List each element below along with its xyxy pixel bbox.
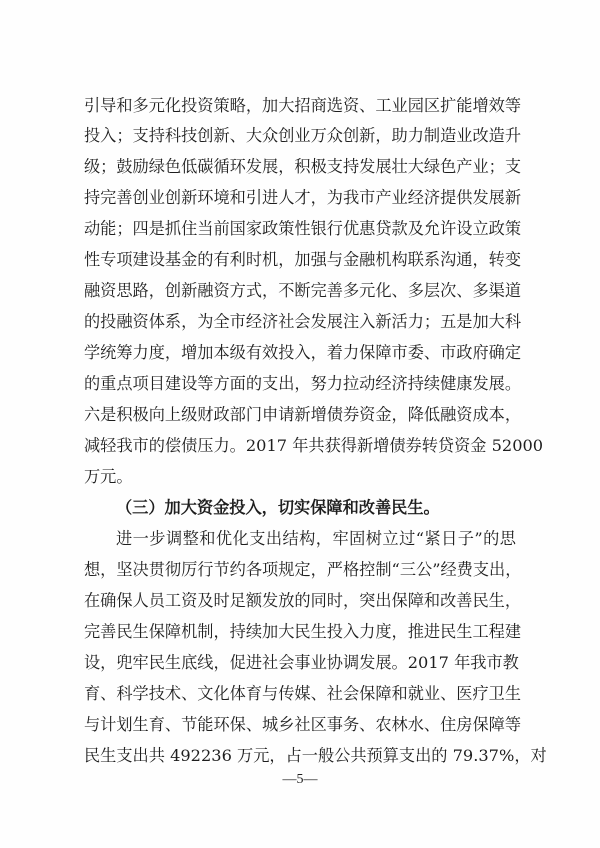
paragraph-line: 减轻我市的偿债压力。2017 年共获得新增债券转贷资金 52000: [84, 436, 544, 455]
paragraph-line: 性专项建设基金的有利时机，加强与金融机构联系沟通，转变: [84, 250, 522, 269]
paragraph-line: 六是积极向上级财政部门申请新增债券资金，降低融资成本，: [84, 405, 522, 424]
paragraph-line: 育、科学技术、文化体育与传媒、社会保障和就业、医疗卫生: [84, 684, 522, 703]
paragraph-line: 学统筹力度，增加本级有效投入，着力保障市委、市政府确定: [84, 343, 522, 362]
paragraph-line: 万元。: [84, 467, 133, 486]
section-heading: （三）加大资金投入，切实保障和改善民生。: [116, 498, 440, 517]
paragraph-line: 进一步调整和优化支出结构，牢固树立过“紧日子”的思: [116, 529, 516, 548]
paragraph-line: 级；鼓励绿色低碳循环发展，积极支持发展壮大绿色产业；支: [84, 157, 522, 176]
paragraph-line: 的投融资体系，为全市经济社会发展注入新活力；五是加大科: [84, 312, 522, 331]
paragraph-line: 持完善创业创新环境和引进人才，为我市产业经济提供发展新: [84, 188, 522, 207]
paragraph-line: 设，兜牢民生底线，促进社会事业协调发展。2017 年我市教: [84, 653, 519, 672]
paragraph-line: 引导和多元化投资策略，加大招商选资、工业园区扩能增效等: [84, 96, 522, 115]
paragraph-line: 与计划生育、节能环保、城乡社区事务、农林水、住房保障等: [84, 715, 522, 734]
paragraph-line: 动能；四是抓住当前国家政策性银行优惠贷款及允许设立政策: [84, 219, 522, 238]
paragraph-line: 投入；支持科技创新、大众创业万众创新，助力制造业改造升: [84, 126, 522, 145]
paragraph-line: 完善民生保障机制，持续加大民生投入力度，推进民生工程建: [84, 622, 522, 641]
paragraph-line: 的重点项目建设等方面的支出，努力拉动经济持续健康发展。: [84, 374, 522, 393]
paragraph-line: 想，坚决贯彻厉行节约各项规定，严格控制“三公”经费支出，: [84, 560, 522, 579]
page-number: —5—: [282, 772, 318, 787]
paragraph-line: 融资思路，创新融资方式，不断完善多元化、多层次、多渠道: [84, 281, 522, 300]
paragraph-line: 在确保人员工资及时足额发放的同时，突出保障和改善民生，: [84, 591, 522, 610]
paragraph-line: 民生支出共 492236 万元，占一般公共预算支出的 79.37%，对: [84, 746, 547, 765]
